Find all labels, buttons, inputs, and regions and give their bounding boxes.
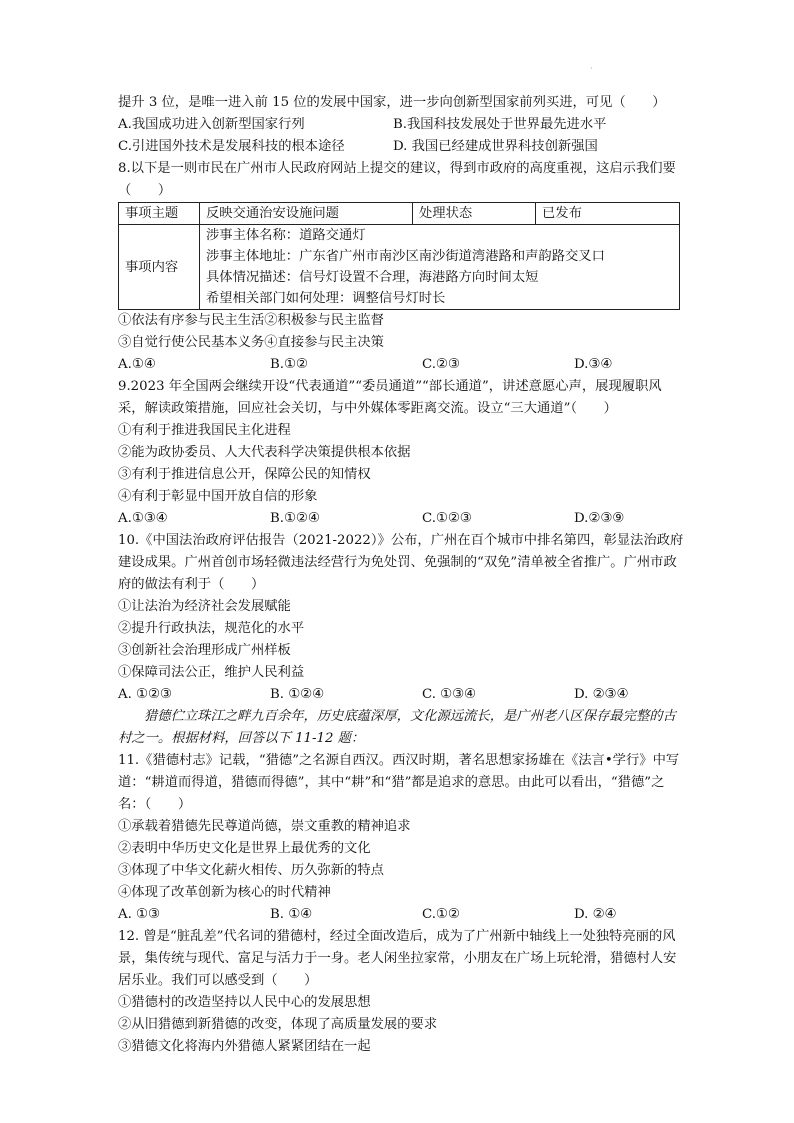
- q7-options-row-1: [118, 114, 688, 136]
- q8-table-content-row: [119, 225, 680, 310]
- q8-options: [118, 354, 688, 376]
- q10-item: ①保障司法公正，维护人民利益: [118, 665, 305, 680]
- q7-option-a[interactable]: A.我国成功进入创新型国家行列: [118, 117, 305, 132]
- q12-stem: 12. 曾是“脏乱差”代名词的猎德村，经过全面改造后，成为了广州新中轴线上一处独特亮丽的风景，集传统与现代、富足与活力于一身。老人闲坐拉家常，小朋友在广场上玩轮滑，猎德村人安居乐业。我们可以感受到（ ）: [118, 929, 677, 988]
- q11-item: ③体现了中华文化薪火相传、历久弥新的特点: [118, 863, 384, 878]
- reading-material: 猎德伫立珠江之畔九百余年，历史底蕴深厚，文化源远流长，是广州老八区保存最完整的古村之一。根据材料，回答以下 11-12 题：: [118, 709, 676, 746]
- q9-item: ③有利于推进信息公开，保障公民的知情权: [118, 467, 371, 482]
- q8-table: [118, 202, 680, 310]
- q9-item: ②能为政协委员、人大代表科学决策提供根本依据: [118, 445, 411, 460]
- q9-option-a[interactable]: A.①③④: [118, 511, 168, 526]
- q9-options: [118, 508, 688, 530]
- table-cell-status-label: 处理状态: [413, 203, 536, 225]
- q10-option-b[interactable]: B. ①②④: [270, 687, 324, 702]
- q8-item-line: ③自觉行使公民基本义务④直接参与民主决策: [118, 335, 384, 350]
- table-cell-content: [200, 225, 680, 310]
- q9-option-d[interactable]: D.②③⑨: [574, 511, 625, 526]
- q11-item: ②表明中华历史文化是世界上最优秀的文化: [118, 841, 371, 856]
- q8-option-c[interactable]: C.②③: [422, 357, 460, 372]
- q9-item: ①有利于推进我国民主化进程: [118, 423, 291, 438]
- table-cell-topic-label: 事项主题: [119, 203, 200, 225]
- q12-item: ①猎德村的改造坚持以人民中心的发展思想: [118, 995, 371, 1010]
- q9-option-c[interactable]: C.①②③: [422, 511, 472, 526]
- q11-option-b[interactable]: B. ①④: [270, 907, 313, 922]
- q9-option-b[interactable]: B.①②④: [270, 511, 320, 526]
- q11-option-d[interactable]: D. ②④: [574, 907, 617, 922]
- content-line: 希望相关部门如何处理：调整信号灯时长: [206, 291, 446, 306]
- q11-item: ④体现了改革创新为核心的时代精神: [118, 885, 331, 900]
- q12-item: ③猎德文化将海内外猎德人紧紧团结在一起: [118, 1039, 371, 1054]
- q7-stem-tail: 提升 3 位，是唯一进入前 15 位的发展中国家，进一步向创新型国家前列买进，可见（ ）: [118, 95, 666, 110]
- table-cell-topic: 反映交通治安设施问题: [200, 203, 413, 225]
- q10-item: ③创新社会治理形成广州样板: [118, 643, 291, 658]
- q12-item: ②从旧猎德到新猎德的改变，体现了高质量发展的要求: [118, 1017, 438, 1032]
- page-mark: ·: [590, 64, 593, 73]
- q8-option-b[interactable]: B.①②: [270, 357, 308, 372]
- q9-stem: 9.2023 年全国两会继续开设“代表通道”“委员通道”“部长通道”，讲述意愿心声，展现履职风采，解读政策措施，回应社会关切，与中外媒体零距离交流。设立“三大通道”（ ）: [118, 379, 662, 416]
- q11-options: [118, 904, 688, 926]
- q7-options-row-2: [118, 136, 688, 158]
- q8-table-header-row: [119, 203, 680, 225]
- q7-option-c[interactable]: C.引进国外技术是发展科技的根本途径: [118, 139, 345, 154]
- q10-options: [118, 684, 688, 706]
- exam-page: [118, 92, 688, 1058]
- q7-option-b[interactable]: B.我国科技发展处于世界最先进水平: [393, 117, 607, 132]
- q10-option-a[interactable]: A. ①②③: [118, 687, 172, 702]
- content-line: 涉事主体地址：广东省广州市南沙区南沙街道湾港路和声韵路交叉口: [206, 249, 605, 264]
- q8-option-d[interactable]: D.③④: [574, 357, 613, 372]
- q10-item: ②提升行政执法，规范化的水平: [118, 621, 305, 636]
- q8-item-line: ①依法有序参与民主生活②积极参与民主监督: [118, 313, 384, 328]
- q8-option-a[interactable]: A.①④: [118, 357, 156, 372]
- table-cell-status: 已发布: [536, 203, 680, 225]
- q11-option-a[interactable]: A. ①③: [118, 907, 160, 922]
- q11-option-c[interactable]: C.①②: [422, 907, 460, 922]
- content-line: 涉事主体名称：道路交通灯: [206, 228, 366, 243]
- q8-stem: 8.以下是一则市民在广州市人民政府网站上提交的建议，得到市政府的高度重视，这启示我们要（ ）: [118, 161, 676, 198]
- q10-option-d[interactable]: D. ②③④: [574, 687, 629, 702]
- table-cell-content-label: 事项内容: [119, 225, 200, 310]
- q7-option-d[interactable]: D. 我国已经建成世界科技创新强国: [393, 139, 598, 154]
- q9-item: ④有利于彰显中国开放自信的形象: [118, 489, 318, 504]
- q11-stem: 11.《猎德村志》记载，“猎德”之名源自西汉。西汉时期，著名思想家扬雄在《法言•学行》中写道：“耕道而得道，猎德而得德”，其中“耕”和“猎”都是追求的意思。由此可以看出，“猎德”之名：（ ）: [118, 753, 680, 812]
- content-line: 具体情况描述：信号灯设置不合理，海港路方向时间太短: [206, 270, 539, 285]
- q10-option-c[interactable]: C. ①③④: [422, 687, 476, 702]
- q10-item: ①让法治为经济社会发展赋能: [118, 599, 291, 614]
- q10-stem: 10.《中国法治政府评估报告（2021-2022）》公布，广州在百个城市中排名第四，彰显法治政府建设成果。广州首创市场轻微违法经营行为免处罚、免强制的“双免”清单被全省推广。广州市政府的做法有利于（ ）: [118, 533, 684, 592]
- q11-item: ①承载着猎德先民尊道尚德，崇文重教的精神追求: [118, 819, 411, 834]
